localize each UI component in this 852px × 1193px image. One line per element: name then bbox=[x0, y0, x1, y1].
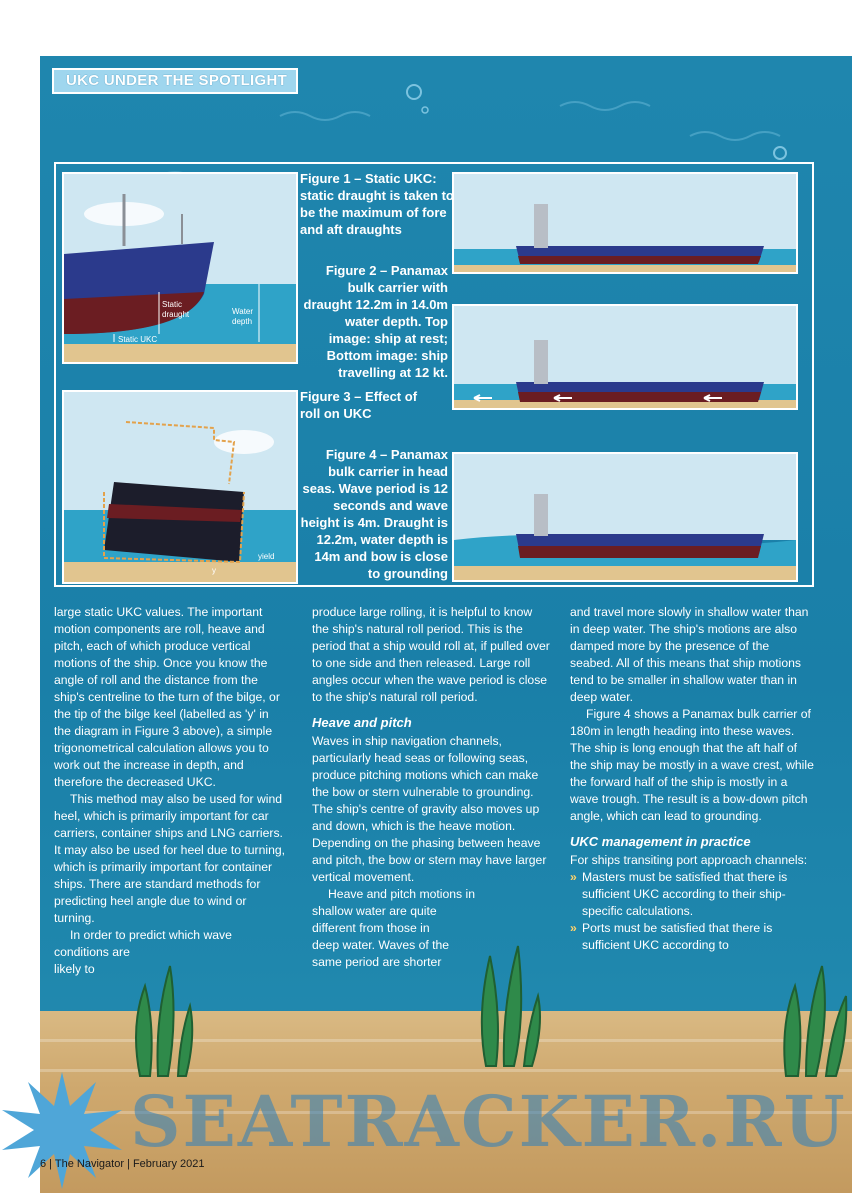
col3-bullet-2: » Ports must be satisfied that there is sufficient UKC according to bbox=[570, 920, 814, 954]
col2-paragraph-3a: Heave and pitch motions in bbox=[328, 887, 476, 901]
figure-4-head-seas bbox=[452, 452, 798, 582]
figure-2-bottom-illustration bbox=[454, 306, 796, 408]
yield-label: yield bbox=[258, 552, 275, 561]
figure-3-roll-effect bbox=[62, 390, 298, 584]
static-ukc-label: Static UKC bbox=[118, 335, 158, 344]
col2-paragraph-3b: shallow water are quite bbox=[312, 904, 437, 918]
article-column-2 bbox=[312, 604, 552, 971]
col3-paragraph-2: Figure 4 shows a Panamax bulk carrier of 180m in length heading into these waves. The ship is long enough that the aft half of the ship may be mostly in a wave crest, while the forward half of the ship is mostly in a wave trough. The result is a bow-down pitch angle, which can lead to grounding. bbox=[570, 707, 814, 823]
col2-paragraph-3d: deep water. Waves of the bbox=[312, 938, 450, 952]
col2-paragraph-3e: same period are shorter bbox=[312, 955, 442, 969]
col3-intro: For ships transiting port approach channels: bbox=[570, 853, 808, 867]
figure-4-illustration bbox=[454, 454, 796, 580]
col1-paragraph-1: large static UKC values. The important motion components are roll, heave and pitch, each of which produce vertical motions of the ship. Once you know the angle of roll and the distance from the ship's centreline to the turn of the bilge, or the tip of the bilge keel (labelled as 'y' in the diagram in Figure 3 above), a simple trigonometrical calculation allows you to work out the increase in depth, and therefore the decreased UKC. bbox=[54, 605, 280, 789]
col1-paragraph-3c: likely to bbox=[54, 962, 95, 976]
figure-4-caption: Figure 4 – Panamax bulk carrier in head seas. Wave period is 12 seconds and wave height is 4m. Draught is 12.2m, water depth is 14m and bow is close to grounding bbox=[300, 447, 448, 581]
figure-2-caption: Figure 2 – Panamax bulk carrier with draught 12.2m in 14.0m water depth. Top image: ship at rest; Bottom image: ship travelling at 12 kt. bbox=[303, 263, 448, 380]
page-footer: 6 | The Navigator | February 2021 bbox=[40, 1158, 205, 1170]
figure-2-ship-travelling bbox=[452, 304, 798, 410]
y-label: y bbox=[212, 566, 216, 575]
col1-paragraph-3a: In order to predict which wave bbox=[70, 928, 232, 942]
magazine-page bbox=[40, 56, 852, 1193]
article-column-1 bbox=[54, 604, 286, 978]
figure-3-caption: Figure 3 – Effect of roll on UKC bbox=[300, 389, 418, 421]
starburst-icon bbox=[0, 1068, 130, 1193]
col1-paragraph-3b: conditions are bbox=[54, 945, 130, 959]
section-tag: UKC UNDER THE SPOTLIGHT bbox=[52, 68, 298, 94]
static-draught-label: Static draught bbox=[162, 300, 190, 319]
seaweed-decoration bbox=[40, 926, 852, 1086]
col2-paragraph-3c: different from those in bbox=[312, 921, 430, 935]
col3-bullet-1: » Masters must be satisfied that there is sufficient UKC according to their ship-specific calculations. bbox=[570, 869, 814, 920]
ukc-management-heading: UKC management in practice bbox=[570, 834, 751, 849]
col1-paragraph-2: This method may also be used for wind heel, which is primarily important for car carriers, container ships and LNG carriers. It may also be used for heel due to turning, which is primarily important for container ships. There are standard methods for predicting heel angle due to wind or turning. bbox=[54, 792, 286, 925]
heave-pitch-heading: Heave and pitch bbox=[312, 715, 412, 730]
figure-1-caption: Figure 1 – Static UKC: static draught is taken to be the maximum of fore and aft draughts bbox=[300, 171, 454, 237]
col2-paragraph-2: Waves in ship navigation channels, particularly head seas or following seas, produce pitching motions which can make the bow or stern vulnerable to grounding. The ship's centre of gravity also moves up and down, which is the heave motion. Depending on the phasing between heave and pitch, the bow or stern may have larger vertical movement. bbox=[312, 734, 547, 884]
figure-1-illustration bbox=[64, 174, 296, 362]
watermark-text: SEATRACKER.RU bbox=[130, 1080, 847, 1163]
figure-2-ship-at-rest bbox=[452, 172, 798, 274]
col2-paragraph-1: produce large rolling, it is helpful to know the ship's natural roll period. This is the period that a ship would roll at, if pulled over to one side and then released. Large roll angles occur when the wave period is close to the ship's natural roll period. bbox=[312, 605, 550, 704]
article-column-3 bbox=[570, 604, 814, 954]
figure-1-static-ukc bbox=[62, 172, 298, 364]
col3-paragraph-1: and travel more slowly in shallow water than in deep water. The ship's motions are also damped more by the presence of the seabed. All of this means that ship motions tend to be smaller in shallow water than in deep water. bbox=[570, 605, 809, 704]
water-depth-label: Water depth bbox=[232, 307, 254, 326]
figure-panel bbox=[54, 162, 814, 587]
figure-2-top-illustration bbox=[454, 174, 796, 272]
